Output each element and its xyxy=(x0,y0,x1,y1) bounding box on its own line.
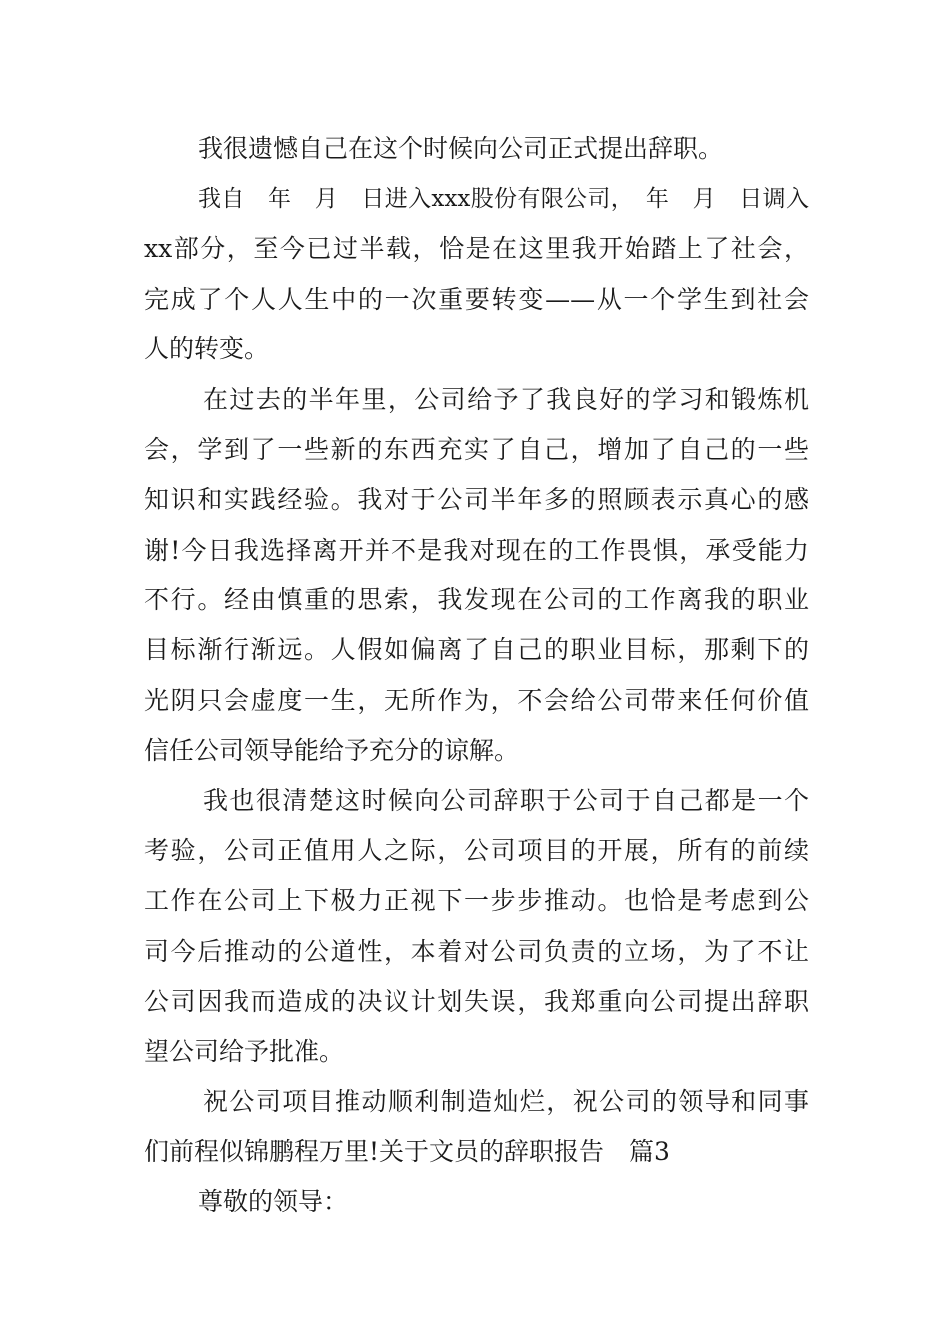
paragraph-line: 考验，公司正值用人之际，公司项目的开展，所有的前续 xyxy=(144,836,809,865)
paragraph-line: 知识和实践经验。我对于公司半年多的照顾表示真心的感 xyxy=(144,485,809,514)
paragraph-line: 在过去的半年里，公司给予了我良好的学习和锻炼机 xyxy=(203,385,809,414)
paragraph-line: 会，学到了一些新的东西充实了自己，增加了自己的一些 xyxy=(144,435,809,464)
paragraph-line: 光阴只会虚度一生，无所作为，不会给公司带来任何价值 xyxy=(144,686,809,715)
paragraph-line: 司今后推动的公道性，本着对公司负责的立场，为了不让 xyxy=(144,937,809,966)
paragraph-line: xx部分，至今已过半载，恰是在这里我开始踏上了社会， xyxy=(144,234,809,263)
paragraph-line: 信任公司领导能给予充分的谅解。 xyxy=(144,736,520,765)
paragraph-line: 人的转变。 xyxy=(144,334,270,363)
paragraph-line: 公司因我而造成的决议计划失误，我郑重向公司提出辞职 xyxy=(144,987,809,1016)
salutation-line: 尊敬的领导： xyxy=(198,1187,349,1216)
paragraph-line: 们前程似锦鹏程万里!关于文员的辞职报告 篇3 xyxy=(144,1137,670,1166)
paragraph-line: 我自 年 月 日进入xxx股份有限公司， 年 月 日调入 xyxy=(198,186,809,212)
paragraph-line: 望公司给予批准。 xyxy=(144,1037,345,1066)
paragraph-line: 完成了个人人生中的一次重要转变——从一个学生到社会 xyxy=(144,285,809,314)
paragraph-line: 工作在公司上下极力正视下一步步推动。也恰是考虑到公 xyxy=(144,886,809,915)
paragraph-line: 目标渐行渐远。人假如偏离了自己的职业目标，那剩下的 xyxy=(144,635,809,664)
paragraph-line: 祝公司项目推动顺利制造灿烂，祝公司的领导和同事 xyxy=(203,1087,809,1116)
paragraph-line: 不行。经由慎重的思索，我发现在公司的工作离我的职业 xyxy=(144,585,809,614)
paragraph-line: 谢!今日我选择离开并不是我对现在的工作畏惧，承受能力 xyxy=(144,536,809,565)
paragraph-line: 我很遗憾自己在这个时候向公司正式提出辞职。 xyxy=(198,134,724,163)
paragraph-line: 我也很清楚这时候向公司辞职于公司于自己都是一个 xyxy=(203,786,809,815)
